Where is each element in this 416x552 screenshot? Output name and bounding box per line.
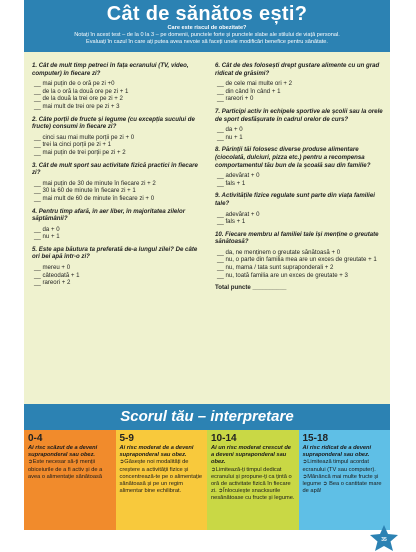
score-cells: [24, 430, 390, 530]
question-text: 4. Pentru timp afară, în aer liber, în majoritatea zilelor săptămânii?: [32, 207, 186, 223]
score-risk: Ai un risc moderat crescut de a deveni supraponderal sau obez.: [211, 445, 291, 466]
answer-option[interactable]: __ nu + 1: [34, 233, 60, 241]
score-range: 5-9: [119, 433, 134, 444]
question-text: 6. Cât de des folosești drept gustare alimente cu un grad ridicat de grăsimi?: [215, 62, 380, 77]
answer-option[interactable]: __ nu, toată familia are un exces de greutate + 3: [217, 271, 348, 279]
answer-option[interactable]: __ adevărat + 0: [217, 210, 260, 218]
instructions-line-2: Evaluați în cazul în care ați putea avea nevoie să faceți unele modificări benefice pentru sănătate.: [86, 39, 328, 45]
question-block: [32, 208, 204, 241]
page-title: Cât de sănătos ești?: [106, 3, 308, 25]
answer-option[interactable]: __ de la două la trei ore pe zi + 2: [34, 95, 123, 103]
left-question-column: [32, 62, 204, 292]
score-risk: Ai risc moderat de a deveni supraponderal sau obez.: [119, 445, 194, 459]
answer-option[interactable]: __ nu, o parte din familia mea are un exces de greutate + 1: [217, 256, 377, 264]
page-subtitle: Care este riscul de obezitate?: [167, 25, 247, 31]
question-text: 7. Participi activ în echipele sportive ale școlii sau la orele de sport desfășurate în cadrul orelor de curs?: [215, 107, 383, 123]
score-range: 10-14: [211, 433, 237, 444]
question-block: [215, 62, 387, 103]
question-block: [32, 62, 204, 111]
answer-option[interactable]: __ da + 0: [217, 126, 243, 134]
answer-option[interactable]: __ adevărat + 0: [217, 172, 260, 180]
question-block: [215, 231, 387, 280]
question-text: 1. Cât de mult timp petreci în fața ecranului (TV, video, computer) în fiecare zi?: [32, 62, 189, 77]
score-range: 0-4: [28, 433, 43, 444]
answer-option[interactable]: __ rareori + 2: [34, 279, 71, 287]
quiz-header: [24, 0, 390, 52]
answer-option[interactable]: __ mai puțin de 30 de minute în fiecare zi + 2: [34, 179, 156, 187]
instructions-line-1: Notați în acest test – de la 0 la 3 – pe domenii, punctele forte și punctele slabe ale stilului de viață personal.: [74, 32, 340, 38]
score-cell-moderate: [116, 430, 208, 530]
score-advice: ➲Limitează-ți timpul dedicat ecranului și propune-ți ca țintă o oră de activitate fizică în fiecare zi. ➲Înlocuiește snacksurile nesănătoase cu fructe și legume.: [211, 466, 295, 502]
score-cell-moderate-high: [207, 430, 299, 530]
question-text: 9. Activitățile fizice regulate sunt parte din viața familiei tale?: [215, 192, 375, 207]
question-text: 3. Cât de mult sport sau activitate fizică practici în fiecare zi?: [32, 161, 198, 177]
answer-option[interactable]: __ de cele mai multe ori + 2: [217, 80, 293, 88]
question-text: 10. Fiecare membru al familiei tale își menține o greutate sănătoasă?: [215, 230, 379, 246]
score-risk: Ai risc ridicat de a deveni supraponderal sau obez.: [302, 445, 372, 459]
answer-option[interactable]: __ mereu + 0: [34, 264, 71, 272]
score-range: 15-18: [302, 433, 329, 444]
question-text: 8. Părinții tăi folosesc diverse produse alimentare (ciocolată, dulciuri, pizza etc.) pentru a recompensa comportamentul tău bun de la școală sau din familie?: [215, 146, 371, 169]
answer-option[interactable]: __ câteodată + 1: [34, 271, 80, 279]
question-block: [215, 192, 387, 225]
answer-option[interactable]: __ mai mult de trei ore pe zi + 3: [34, 102, 120, 110]
total-points-field[interactable]: Total puncte __________: [215, 284, 287, 292]
answer-option[interactable]: __ rareori + 0: [217, 95, 254, 103]
answer-option[interactable]: __ nu, mama / tata sunt supraponderali + 2: [217, 264, 334, 272]
quiz-page: [24, 0, 390, 530]
question-block: [32, 162, 204, 203]
question-block: [215, 146, 387, 187]
score-interpretation-title: Scorul tău – interpretare: [24, 404, 390, 430]
right-question-column: [215, 62, 387, 292]
answer-option[interactable]: __ mai puțin de o oră pe zi +0: [34, 80, 115, 88]
answer-option[interactable]: __ trei la cinci porții pe zi + 1: [34, 141, 112, 149]
answer-option[interactable]: __ da + 0: [34, 225, 60, 233]
answer-option[interactable]: __ din când în când + 1: [217, 87, 281, 95]
answer-option[interactable]: __ fals + 1: [217, 179, 246, 187]
score-advice: ➲Găsește noi modalități de creștere a activității fizice și concentrează-te pe o alimentație sănătoasă și pe un regim alimentar bine echilibrat.: [119, 459, 203, 495]
answer-option[interactable]: __ cinci sau mai multe porții pe zi + 0: [34, 133, 135, 141]
score-cell-high: [299, 430, 391, 530]
answer-option[interactable]: __ mai puțin de trei porții pe zi + 2: [34, 148, 126, 156]
score-advice: ➲Este necesar să-ți menții obiceiurile de a fi activ și de a avea o alimentație sănătoasă: [28, 459, 103, 480]
answer-option[interactable]: __ 30 la 60 de minute în fiecare zi + 1: [34, 187, 136, 195]
question-block: [215, 108, 387, 141]
page-number: 35: [381, 537, 387, 543]
answer-option[interactable]: __ da, ne menținem o greutate sănătoasă + 0: [217, 248, 341, 256]
answer-option[interactable]: __ mai mult de 60 de minute în fiecare zi + 0: [34, 194, 155, 202]
answer-option[interactable]: __ de la o oră la două ore pe zi + 1: [34, 87, 129, 95]
question-block: [32, 116, 204, 157]
score-cell-low: [24, 430, 116, 530]
answer-option[interactable]: __ fals + 1: [217, 218, 246, 226]
question-text: 5. Este apa băutura ta preferată de-a lungul zilei? De câte ori bei apă într-o zi?: [32, 245, 198, 261]
score-risk: Ai risc scăzut de a deveni supraponderal sau obez.: [28, 445, 98, 459]
score-advice: ➲Limitează timpul acordat ecranului (TV sau computer). ➲Mănâncă mai multe fructe și legume ➲ Bea o cantitate mare de apă!: [302, 459, 382, 495]
question-text: 2. Câte porții de fructe și legume (cu excepția sucului de fructe) consumi în fiecare zi?: [32, 115, 195, 131]
answer-option[interactable]: __ nu + 1: [217, 133, 243, 141]
question-block: [32, 246, 204, 287]
